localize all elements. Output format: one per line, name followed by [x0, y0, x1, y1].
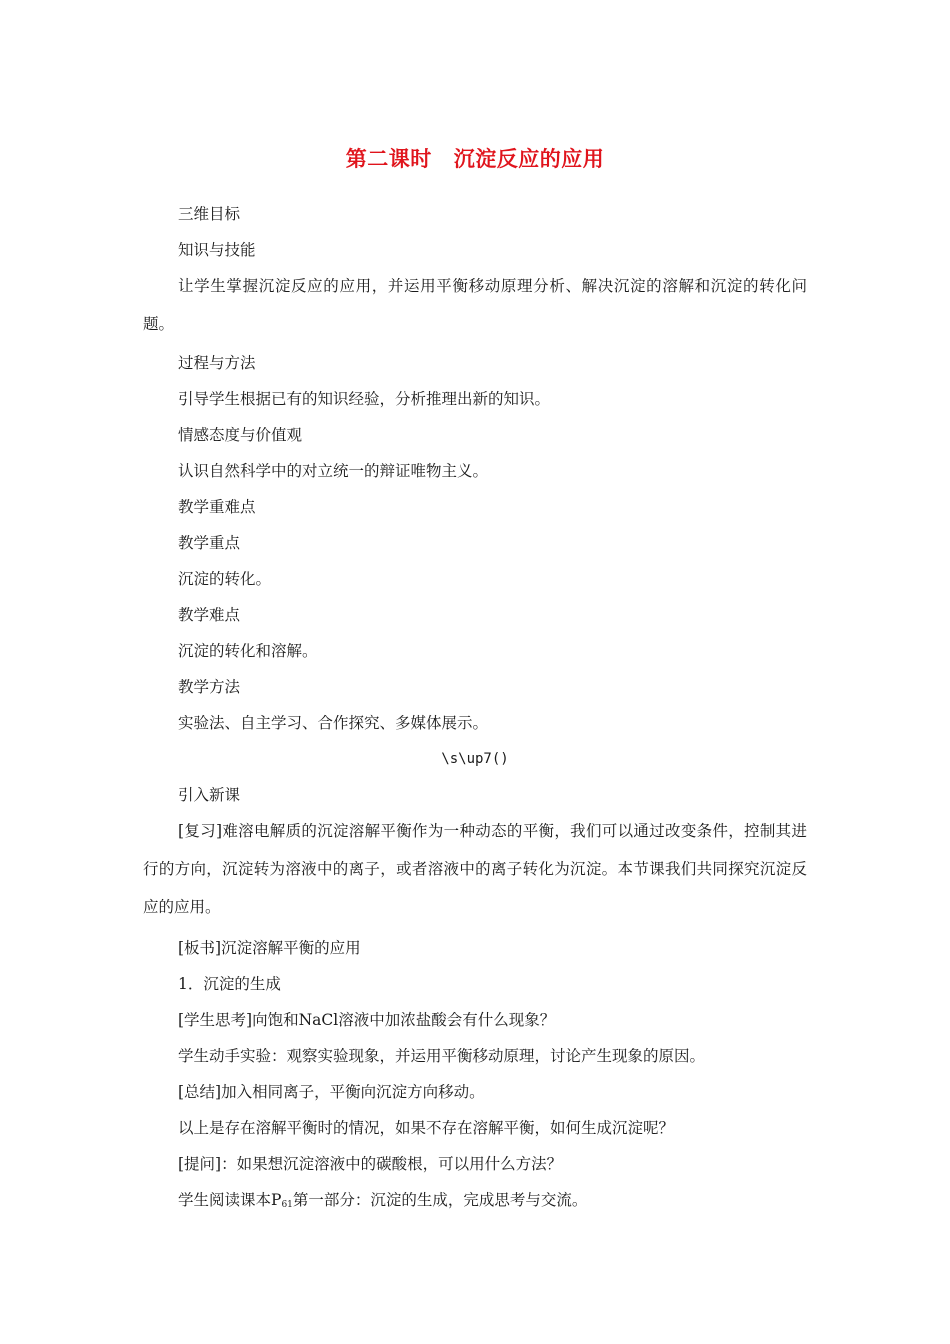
text-board-note: [板书]沉淀溶解平衡的应用: [178, 939, 361, 957]
text-difficult-points: 沉淀的转化和溶解。: [178, 642, 318, 660]
heading-key-difficult: 教学重难点: [178, 498, 256, 516]
text-teaching-method: 实验法、自主学习、合作探究、多媒体展示。: [178, 714, 489, 732]
heading-process-method: 过程与方法: [178, 354, 256, 372]
heading-introduction: 引入新课: [178, 786, 241, 804]
heading-attitude: 情感态度与价值观: [178, 426, 303, 444]
page-number-subscript: 61: [281, 1200, 293, 1210]
text-summary: [总结]加入相同离子，平衡向沉淀方向移动。: [178, 1083, 485, 1101]
heading-knowledge-skills: 知识与技能: [178, 241, 256, 259]
text-question: [提问]：如果想沉淀溶液中的碳酸根，可以用什么方法？: [178, 1155, 563, 1173]
field-code: \s\up7(): [441, 751, 509, 767]
title-period: 第二课时: [345, 147, 432, 171]
text-student-experiment: 学生动手实验：观察实验现象，并运用平衡移动原理，讨论产生现象的原因。: [178, 1047, 706, 1065]
text-process: 引导学生根据已有的知识经验，分析推理出新的知识。: [178, 390, 551, 408]
paragraph-knowledge: 让学生掌握沉淀反应的应用，并运用平衡移动原理分析、解决沉淀的溶解和沉淀的转化问题。: [143, 277, 807, 333]
heading-teaching-method: 教学方法: [178, 678, 241, 696]
heading-key-points: 教学重点: [178, 534, 241, 552]
heading-precipitate-formation: 1．沉淀的生成: [178, 975, 281, 993]
lesson-title: [0, 143, 950, 173]
reading-task-suffix: 第一部分：沉淀的生成，完成思考与交流。: [292, 1191, 588, 1209]
reading-task-prefix: 学生阅读课本P: [178, 1191, 282, 1209]
text-key-points: 沉淀的转化。: [178, 570, 272, 588]
heading-difficult-points: 教学难点: [178, 606, 241, 624]
text-transition: 以上是存在溶解平衡时的情况，如果不存在溶解平衡，如何生成沉淀呢？: [178, 1119, 675, 1137]
paragraph-review: [复习]难溶电解质的沉淀溶解平衡作为一种动态的平衡，我们可以通过改变条件，控制其进行的方向，沉淀转为溶液中的离子，或者溶液中的离子转化为沉淀。本节课我们共同探究沉淀反应的应用。: [143, 822, 807, 916]
text-attitude: 认识自然科学中的对立统一的辩证唯物主义。: [178, 462, 489, 480]
heading-objectives: 三维目标: [178, 205, 241, 223]
title-topic: 沉淀反应的应用: [453, 147, 605, 171]
text-reading-task: [178, 1190, 587, 1215]
text-student-question: [学生思考]向饱和NaCl溶液中加浓盐酸会有什么现象？: [178, 1011, 556, 1029]
